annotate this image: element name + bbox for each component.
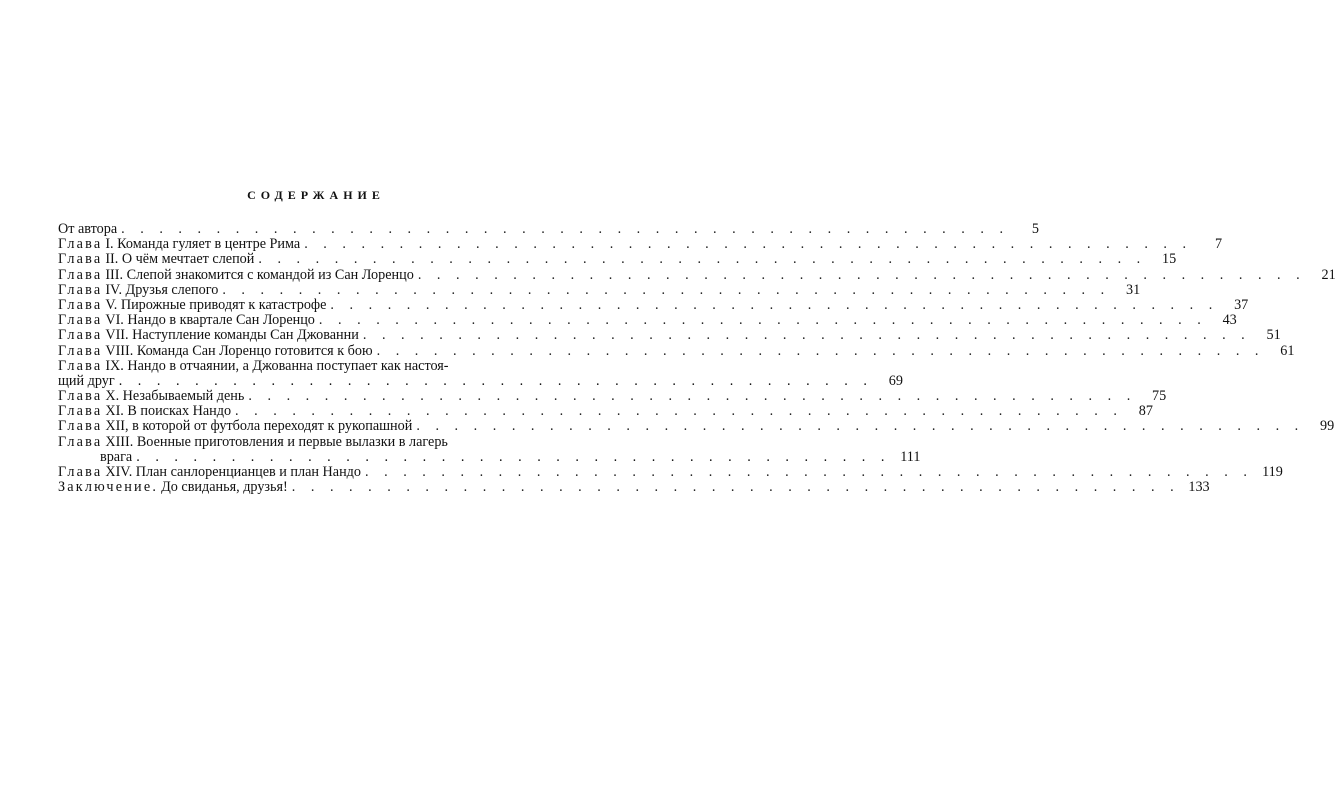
toc-entry-title: VI. Нандо в квартале Сан Лоренцо (105, 312, 315, 329)
dot-leader (418, 268, 1306, 283)
toc-entry-conclusion (58, 479, 1210, 496)
toc-entry-chapter-7 (58, 327, 1281, 344)
toc-entry-title: XIII. Военные приготовления и первые вылазки в лагерь (105, 433, 448, 450)
toc-entry-title: До свиданья, друзья! (161, 479, 288, 496)
dot-leader (363, 328, 1251, 343)
toc-page-number: 43 (1222, 312, 1237, 329)
toc-page-number: 133 (1188, 479, 1210, 496)
toc-entry-title: II. О чём мечтает слепой (105, 251, 255, 268)
toc-entry-prefix: Глава (58, 296, 103, 313)
toc-entry-title: XI. В поисках Нандо (105, 403, 232, 420)
toc-page-number: 69 (888, 372, 903, 389)
toc-page-number: 99 (1320, 418, 1335, 435)
toc-page-number: 7 (1214, 236, 1223, 253)
toc-page-number: 31 (1125, 281, 1141, 298)
toc-page-number: 75 (1152, 388, 1167, 405)
toc-page-number: 51 (1266, 327, 1281, 344)
dot-leader (136, 450, 890, 465)
toc-page-number: 21 (1321, 266, 1336, 283)
toc-entry-title: III. Слепой знакомится с командой из Сан Лоренцо (105, 266, 414, 283)
toc-entry-prefix: Глава (58, 342, 103, 359)
toc-page-number: 111 (900, 448, 921, 465)
toc-entry-prefix: Глава (58, 251, 103, 268)
toc-entry-chapter-6 (58, 312, 1237, 329)
toc-page-number: 5 (1031, 221, 1039, 237)
dot-leader (292, 480, 1180, 495)
toc-entry-chapter-12 (58, 418, 1335, 435)
dot-leader (121, 222, 1009, 237)
toc-entry-chapter-13-continuation (58, 448, 921, 465)
toc-entry-prefix: Глава (58, 281, 103, 298)
toc-entry-chapter-8 (58, 342, 1295, 359)
toc-entry-chapter-13 (58, 435, 556, 450)
dot-leader (319, 313, 1207, 328)
dot-leader (248, 389, 1136, 404)
toc-entry-prefix: Глава (58, 464, 103, 480)
toc-entry-title: VII. Наступление команды Сан Джованни (105, 327, 359, 344)
dot-leader (330, 298, 1218, 313)
toc-entry-chapter-9-continuation (58, 372, 903, 389)
toc-entry-title: От автора (58, 221, 118, 237)
toc-entry-prefix: Заключение. (58, 479, 159, 496)
dot-leader (258, 252, 1146, 267)
page-title: СОДЕРЖАНИЕ (247, 188, 385, 202)
toc-page-number: 61 (1280, 342, 1295, 359)
toc-entry-prefix: Глава (58, 433, 103, 450)
toc-page-number: 119 (1262, 464, 1283, 480)
toc-entry-chapter-5 (58, 296, 1249, 313)
toc-page-number: 37 (1234, 296, 1249, 313)
toc-entry-chapter-1 (58, 236, 1223, 253)
toc-entry-prefix: Глава (58, 357, 103, 374)
toc-page-number: 15 (1162, 251, 1177, 268)
dot-leader (365, 465, 1253, 480)
toc-entry-title: VIII. Команда Сан Лоренцо готовится к бою (105, 342, 373, 359)
toc-entry-chapter-14 (58, 464, 1283, 480)
toc-entry-title-continuation: щий друг (58, 372, 115, 389)
toc-entry-prefix: Глава (58, 312, 103, 329)
toc-entry-chapter-2 (58, 251, 1177, 268)
table-of-contents (58, 221, 1336, 496)
toc-entry-title: I. Команда гуляет в центре Рима (105, 236, 301, 253)
toc-entry-prefix: Глава (58, 327, 103, 344)
dot-leader (377, 344, 1265, 359)
toc-entry-chapter-10 (58, 388, 1167, 405)
toc-entry-chapter-11 (58, 403, 1153, 420)
toc-entry-prefix: Глава (58, 418, 103, 435)
toc-entry-title: XIV. План санлоренцианцев и план Нандо (105, 464, 361, 480)
toc-entry-prefix: Глава (58, 266, 103, 283)
toc-entry-title: XII, в которой от футбола переходят к рукопашной (105, 418, 413, 435)
dot-leader (416, 419, 1304, 434)
toc-entry-chapter-3 (58, 266, 1336, 283)
toc-entry-prefix: Глава (58, 403, 103, 420)
dot-leader (222, 283, 1110, 298)
toc-entry-title: V. Пирожные приводят к катастрофе (105, 296, 327, 313)
toc-entry-prefix: Глава (58, 236, 103, 253)
toc-entry-from-author (58, 221, 1039, 237)
dot-leader (304, 237, 1192, 252)
toc-entry-chapter-4 (58, 281, 1141, 298)
toc-entry-chapter-9 (58, 359, 556, 374)
dot-leader (119, 374, 873, 389)
toc-entry-title: X. Незабываемый день (105, 388, 245, 405)
toc-entry-title: IV. Друзья слепого (105, 281, 219, 298)
toc-entry-prefix: Глава (58, 388, 103, 405)
toc-entry-title-continuation: врага (100, 448, 133, 465)
dot-leader (235, 404, 1123, 419)
toc-entry-title: IX. Нандо в отчаянии, а Джованна поступает как настоя- (105, 357, 449, 374)
toc-page-number: 87 (1138, 403, 1153, 420)
